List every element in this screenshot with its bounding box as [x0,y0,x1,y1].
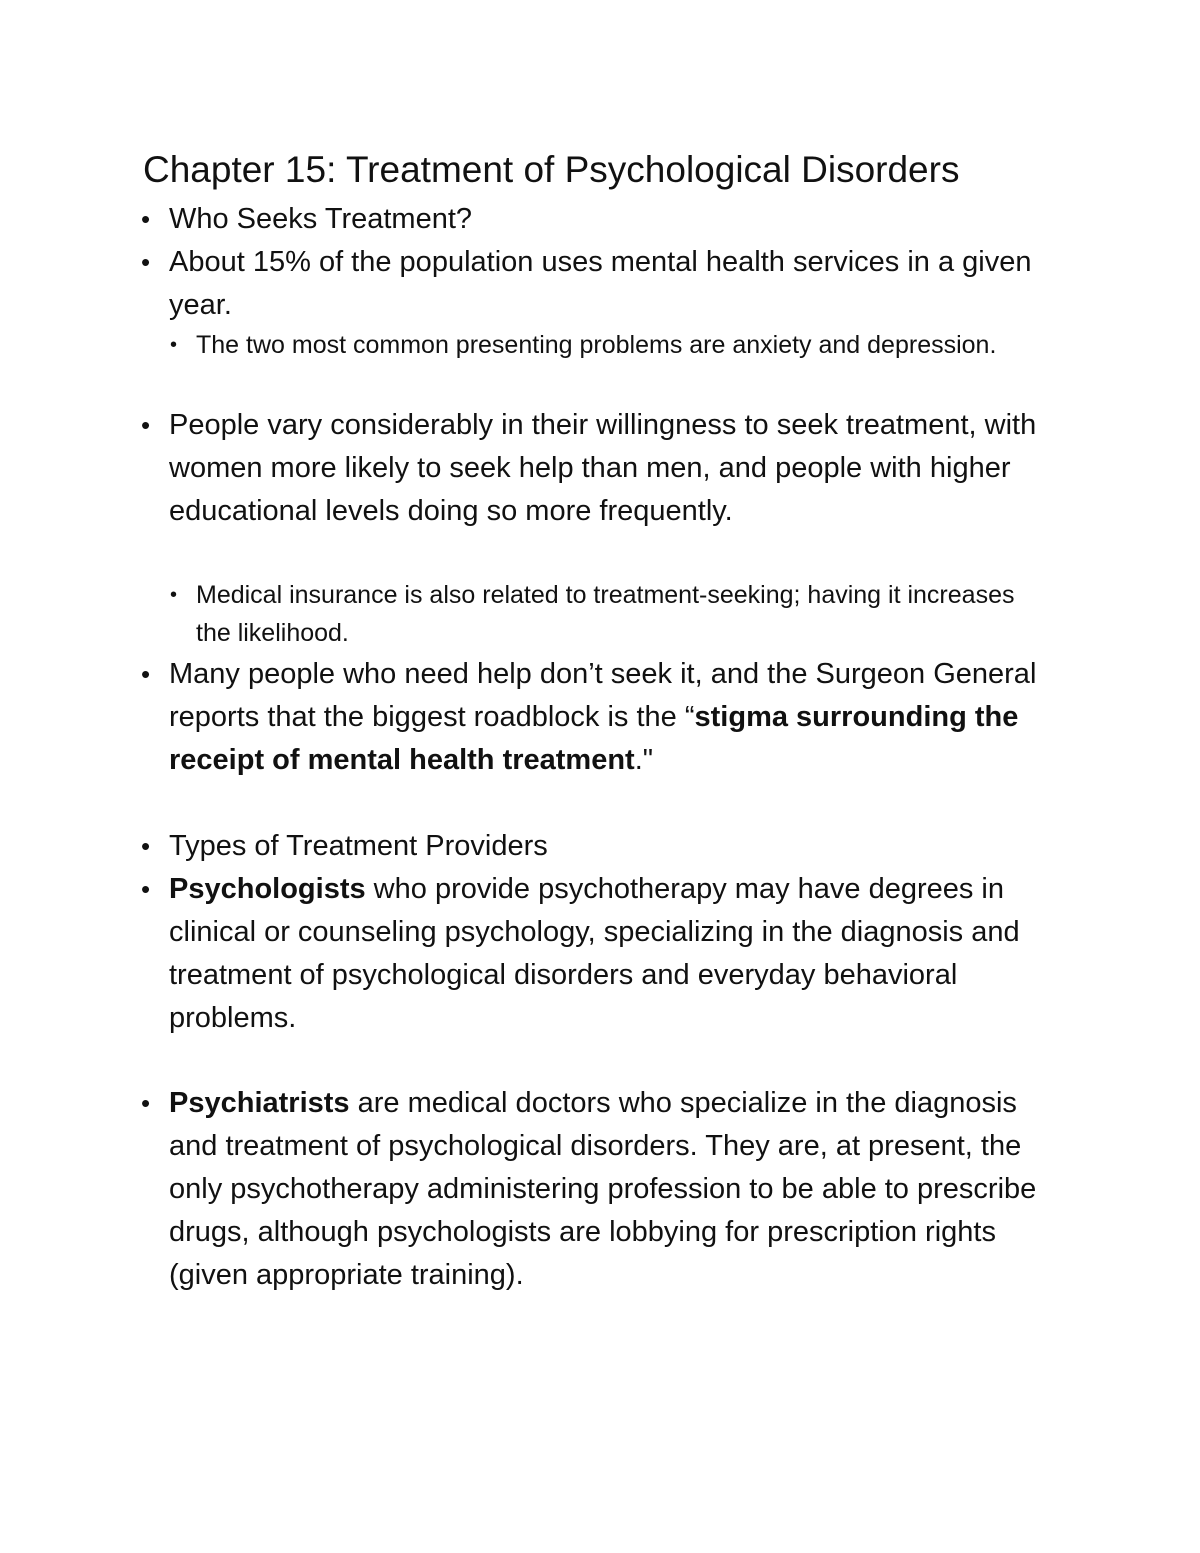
bullet-icon: • [141,874,151,904]
list-item-text: People vary considerably in their willingness to seek treatment, with women more likely to seek help than men, and people with higher educational levels doing so more frequently. [169,409,1037,527]
text-run: Many people who need help don’t seek it, and the Surgeon General reports that the biggest roadblock is the “ [169,658,1037,733]
list-item-about-15-percent [141,241,1069,327]
list-item-types-of-providers [141,825,1069,868]
bold-text-psychiatrists: Psychiatrists [169,1087,350,1119]
bullet-icon: • [141,1088,151,1118]
list-item-stigma [141,653,1069,782]
bold-text-psychologists: Psychologists [169,873,366,905]
bullet-icon: • [141,247,151,277]
bullet-icon: • [141,831,151,861]
text-run: who provide psychotherapy may have degrees in clinical or counseling psychology, specializing in the diagnosis and treatment of psychological disorders and everyday behavioral problems. [169,873,1020,1034]
list-item-psychologists [141,868,1069,1040]
bullet-icon: • [141,410,151,440]
list-item-psychiatrists [141,1082,1069,1297]
bullet-icon: • [141,659,151,689]
bullet-icon: • [141,204,151,234]
bullet-icon: • [170,584,178,606]
chapter-title: Chapter 15: Treatment of Psychological Disorders [143,149,960,190]
list-item-text: About 15% of the population uses mental health services in a given year. [169,246,1032,321]
list-item-text [169,658,1036,776]
list-item-who-seeks [141,198,1069,241]
sub-item-text: Medical insurance is also related to treatment-seeking; having it increases the likelihood. [196,581,1015,647]
sub-item-medical-insurance [170,576,1056,652]
list-item-text: Who Seeks Treatment? [169,203,473,235]
list-item-text [169,1087,1036,1291]
bullet-icon: • [170,334,178,356]
sub-item-text: The two most common presenting problems are anxiety and depression. [196,331,997,359]
text-run: are medical doctors who specialize in the diagnosis and treatment of psychological disorders. They are, at present, the only psychotherapy administering profession to be able to prescribe drugs, although psychologists are lobbying for prescription rights (given appropriate training). [169,1087,1037,1291]
bold-text-stigma: stigma surrounding the receipt of mental health treatment [169,701,1019,776]
list-item-text [169,873,1020,1034]
list-item-text: Types of Treatment Providers [169,830,548,862]
text-run: ." [634,744,654,776]
list-item-willingness [141,404,1069,533]
sub-item-common-problems [170,326,1056,364]
